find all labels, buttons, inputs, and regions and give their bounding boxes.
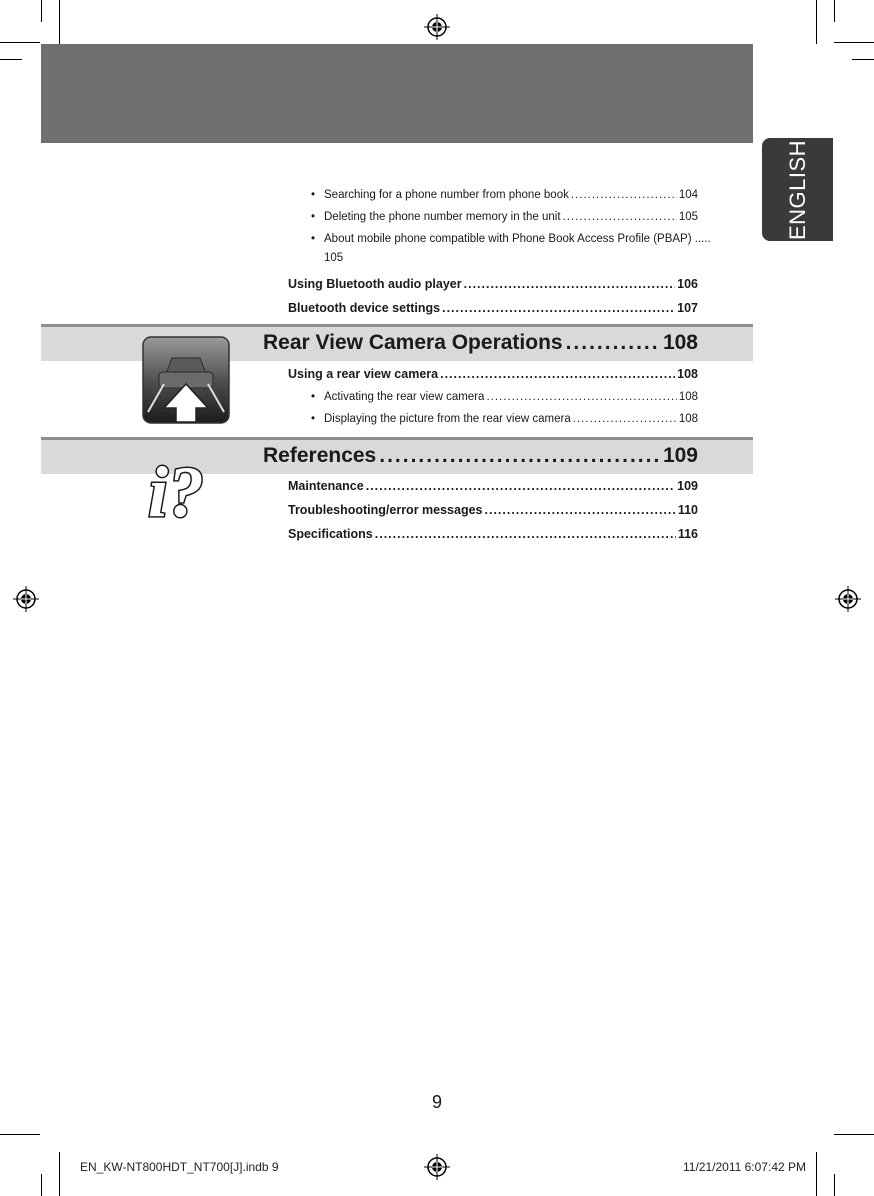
toc-main-item[interactable]: [288, 474, 698, 498]
toc-main-item[interactable]: [288, 498, 698, 522]
leader-dots: [486, 386, 676, 408]
toc-label: Troubleshooting/error messages: [288, 503, 483, 517]
toc-continuation: [288, 184, 711, 320]
toc-section-references: [288, 474, 698, 546]
toc-main-item[interactable]: [288, 522, 698, 546]
toc-label: • About mobile phone compatible with Phone Book Access Profile (PBAP) .....: [324, 233, 711, 245]
toc-page: 106: [677, 277, 698, 291]
section-title-label: Rear View Camera Operations: [263, 331, 563, 354]
toc-page: 105: [678, 211, 698, 223]
page-number: 9: [431, 1092, 442, 1112]
crop-mark: [834, 0, 835, 22]
toc-label: Using a rear view camera: [288, 367, 439, 381]
toc-main-item[interactable]: [288, 296, 698, 320]
crop-mark: [816, 1152, 817, 1196]
toc-sub-item[interactable]: [288, 386, 698, 408]
toc-page: 105: [324, 252, 344, 264]
toc-page: 107: [677, 301, 698, 315]
leader-dots: [375, 522, 676, 546]
language-tab: [762, 138, 833, 241]
registration-mark-icon: [424, 1154, 450, 1180]
toc-label: Specifications: [288, 527, 373, 541]
crop-mark: [0, 1134, 40, 1135]
leader-dots: [366, 474, 675, 498]
rear-camera-icon: [142, 336, 230, 424]
toc-label: Bluetooth device settings: [288, 301, 441, 315]
toc-main-item[interactable]: [288, 362, 698, 386]
toc-label: • Activating the rear view camera: [324, 391, 485, 403]
footer-file: EN_KW-NT800HDT_NT700[J].indb 9: [80, 1160, 279, 1174]
toc-sub-item[interactable]: [288, 228, 711, 272]
crop-mark: [41, 0, 42, 22]
toc-label: • Searching for a phone number from phone book: [324, 189, 569, 201]
footer-date: 11/21/2011 6:07:42 PM: [683, 1160, 806, 1174]
toc-main-item[interactable]: [288, 272, 698, 296]
leader-dots: [566, 331, 660, 355]
toc-page: 110: [677, 503, 698, 517]
leader-dots: [573, 408, 677, 430]
section-page: 108: [662, 331, 698, 354]
toc-label: Maintenance: [288, 479, 364, 493]
toc-page: 109: [677, 479, 698, 493]
toc-label: Using Bluetooth audio player: [288, 277, 462, 291]
crop-mark: [59, 0, 60, 44]
crop-mark: [41, 1174, 42, 1196]
registration-mark-icon: [835, 586, 861, 612]
toc-page: 108: [677, 367, 698, 381]
leader-dots: [440, 362, 675, 386]
toc-label: • Displaying the picture from the rear view camera: [324, 413, 571, 425]
toc-page: 104: [678, 189, 698, 201]
crop-mark: [816, 0, 817, 44]
registration-mark-icon: [13, 586, 39, 612]
section-title[interactable]: [263, 331, 698, 355]
crop-mark: [834, 1174, 835, 1196]
toc-sub-item[interactable]: [288, 408, 698, 430]
toc-page: 108: [678, 391, 698, 403]
leader-dots: [563, 206, 677, 228]
crop-mark: [0, 59, 22, 60]
crop-mark: [834, 42, 874, 43]
info-question-icon: [148, 448, 228, 520]
toc-section-rear-camera: [288, 362, 698, 430]
leader-dots: [464, 272, 676, 296]
crop-mark: [852, 59, 874, 60]
crop-mark: [0, 42, 40, 43]
section-title[interactable]: [263, 444, 698, 468]
crop-mark: [834, 1134, 874, 1135]
toc-page: 108: [678, 413, 698, 425]
registration-mark-icon: [424, 14, 450, 40]
crop-mark: [59, 1152, 60, 1196]
section-title-label: References: [263, 444, 377, 467]
leader-dots: [442, 296, 675, 320]
toc-sub-item[interactable]: [288, 184, 698, 206]
leader-dots: [379, 444, 660, 468]
leader-dots: [571, 184, 677, 206]
header-band: [41, 44, 753, 143]
svg-text:i?: i?: [148, 452, 205, 520]
toc-sub-item[interactable]: [288, 206, 698, 228]
toc-page: 116: [677, 527, 698, 541]
leader-dots: [485, 498, 676, 522]
language-tab-label: ENGLISH: [784, 139, 810, 240]
section-page: 109: [662, 444, 698, 467]
toc-label: • Deleting the phone number memory in the unit: [324, 211, 561, 223]
